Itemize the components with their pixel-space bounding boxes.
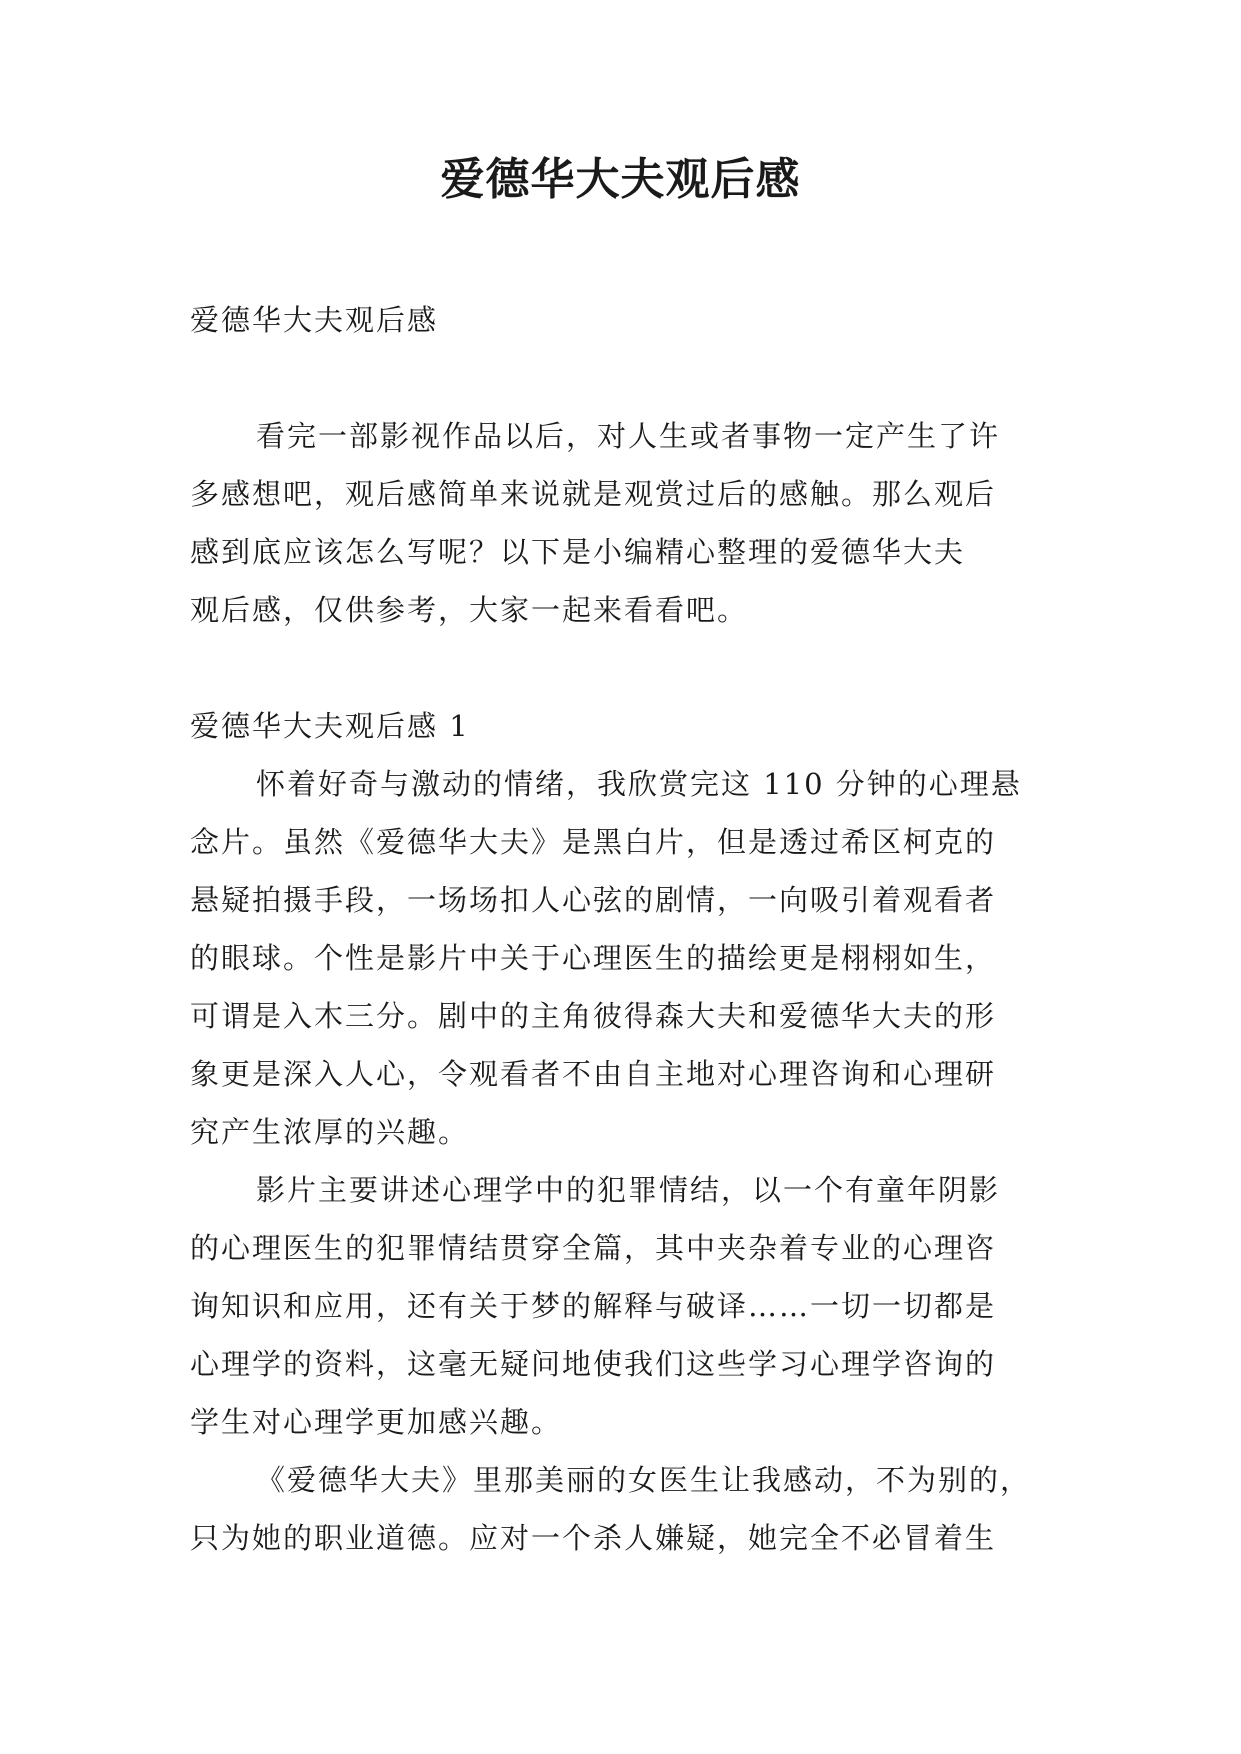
text-line: 观后感，仅供参考，大家一起来看看吧。 [190,593,749,627]
text-line: 悬疑拍摄手段，一场场扣人心弦的剧情，一向吸引着观看者 [190,883,997,917]
text-line: 念片。虽然《爱德华大夫》是黑白片，但是透过希区柯克的 [190,825,997,859]
text-line: 的眼球。个性是影片中关于心理医生的描绘更是栩栩如生， [190,941,997,975]
text-line: 询知识和应用，还有关于梦的解释与破译……一切一切都是 [190,1289,997,1323]
text-line: 感到底应该怎么写呢？以下是小编精心整理的爱德华大夫 [190,535,966,569]
document-title: 爱德华大夫观后感 [440,154,801,205]
document-body [190,291,1060,1567]
text-line: 多感想吧，观后感简单来说就是观赏过后的感触。那么观后 [190,477,997,511]
section-heading: 爱德华大夫观后感 1 [190,709,470,743]
text-line: 看完一部影视作品以后，对人生或者事物一定产生了许 [256,419,1001,453]
text-line: 可谓是入木三分。剧中的主角彼得森大夫和爱德华大夫的形 [190,999,997,1033]
document-subtitle: 爱德华大夫观后感 [190,303,439,337]
body-paragraph-1 [190,755,1060,1161]
text-line: 只为她的职业道德。应对一个杀人嫌疑，她完全不必冒着生 [190,1521,997,1555]
intro-paragraph [190,407,1060,639]
text-line: 心理学的资料，这毫无疑问地使我们这些学习心理学咨询的 [190,1347,997,1381]
text-line: 影片主要讲述心理学中的犯罪情结，以一个有童年阴影 [256,1173,1001,1207]
body-paragraph-3 [190,1451,1060,1567]
text-line: 怀着好奇与激动的情绪，我欣赏完这 110 分钟的心理悬 [256,767,1022,801]
text-line: 究产生浓厚的兴趣。 [190,1115,470,1149]
text-line: 学生对心理学更加感兴趣。 [190,1405,563,1439]
body-paragraph-2 [190,1161,1060,1451]
text-line: 的心理医生的犯罪情结贯穿全篇，其中夹杂着专业的心理咨 [190,1231,997,1265]
text-line: 《爱德华大夫》里那美丽的女医生让我感动，不为别的， [256,1463,1032,1497]
text-line: 象更是深入人心，令观看者不由自主地对心理咨询和心理研 [190,1057,997,1091]
